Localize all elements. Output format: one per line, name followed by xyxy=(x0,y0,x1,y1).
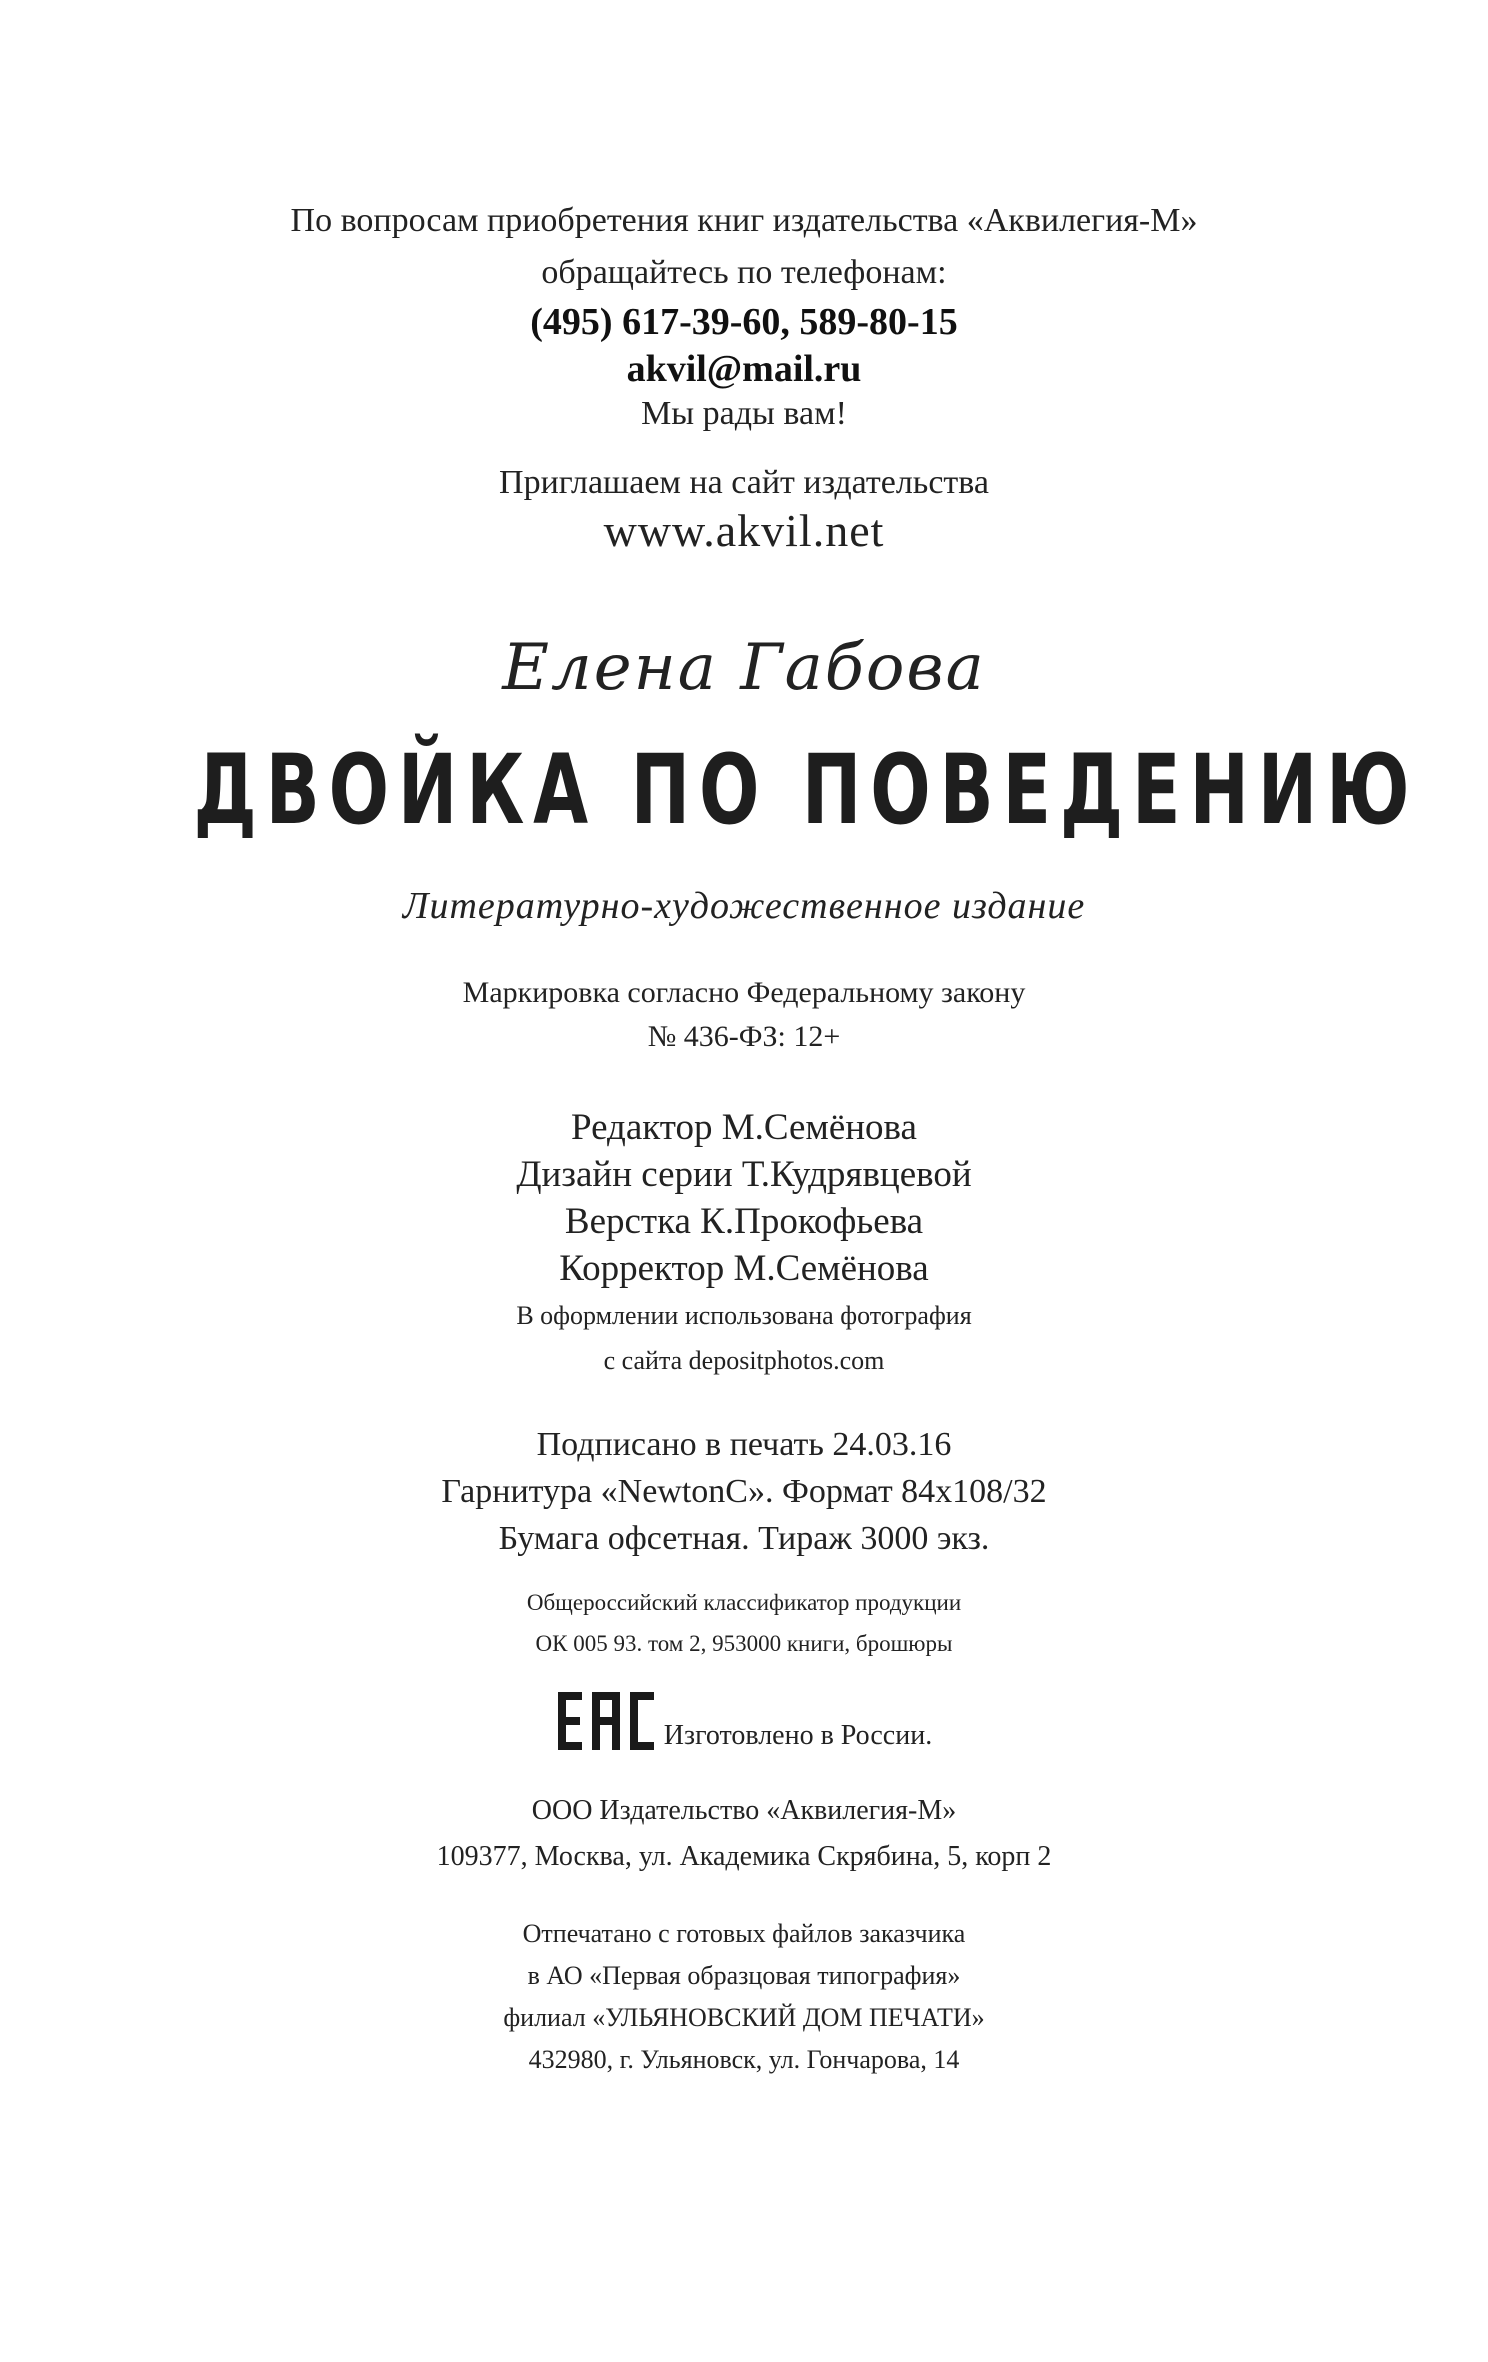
book-title: ДВОЙКА ПО ПОВЕДЕНИЮ xyxy=(193,734,1419,846)
photo-source-line: с сайта depositphotos.com xyxy=(603,1346,885,1375)
phone-intro-line: обращайтесь по телефонам: xyxy=(541,254,947,291)
publisher-name: ООО Издательство «Аквилегия-М» xyxy=(531,1795,957,1826)
publisher-address: 109377, Москва, ул. Академика Скрябина, 5, корп 2 xyxy=(436,1841,1052,1872)
printer-line-1: Отпечатано с готовых файлов заказчика xyxy=(522,1919,966,1948)
printer-line-2: в АО «Первая образцовая типография» xyxy=(527,1961,961,1990)
signed-to-print: Подписано в печать 24.03.16 xyxy=(536,1426,952,1463)
photo-credit-line: В оформлении использована фотография xyxy=(516,1301,972,1330)
eac-row xyxy=(0,1690,1488,1752)
printer-line-3: филиал «УЛЬЯНОВСКИЙ ДОМ ПЕЧАТИ» xyxy=(503,2003,985,2032)
printer-address: 432980, г. Ульяновск, ул. Гончарова, 14 xyxy=(528,2045,960,2074)
eac-logo xyxy=(556,1690,658,1752)
font-format-line: Гарнитура «NewtonC». Формат 84х108/32 xyxy=(441,1473,1047,1510)
credit-editor: Редактор М.Семёнова xyxy=(571,1107,917,1148)
age-rating: № 436-ФЗ: 12+ xyxy=(647,1020,841,1053)
author-name: Елена Габова xyxy=(502,631,986,705)
purchase-info-line: По вопросам приобретения книг издательства «Аквилегия-М» xyxy=(290,202,1198,239)
age-marking-line: Маркировка согласно Федеральному закону xyxy=(462,976,1026,1009)
site-invite-line: Приглашаем на сайт издательства xyxy=(499,464,989,501)
credit-layout: Верстка К.Прокофьева xyxy=(564,1201,924,1242)
classifier-line: Общероссийский классификатор продукции xyxy=(526,1590,962,1615)
credit-design: Дизайн серии Т.Кудрявцевой xyxy=(516,1154,972,1195)
credit-proofreader: Корректор М.Семёнова xyxy=(559,1248,929,1289)
greeting-line: Мы рады вам! xyxy=(641,395,847,432)
paper-circulation-line: Бумага офсетная. Тираж 3000 экз. xyxy=(498,1520,990,1557)
phone-numbers: (495) 617-39-60, 589-80-15 xyxy=(530,301,958,343)
email-address: akvil@mail.ru xyxy=(626,348,862,390)
website-url: www.akvil.net xyxy=(603,505,885,556)
edition-type: Литературно-художественное издание xyxy=(402,885,1086,927)
classifier-code-line: ОК 005 93. том 2, 953000 книги, брошюры xyxy=(535,1631,953,1656)
made-in-russia: Изготовлено в России. xyxy=(663,1720,933,1751)
